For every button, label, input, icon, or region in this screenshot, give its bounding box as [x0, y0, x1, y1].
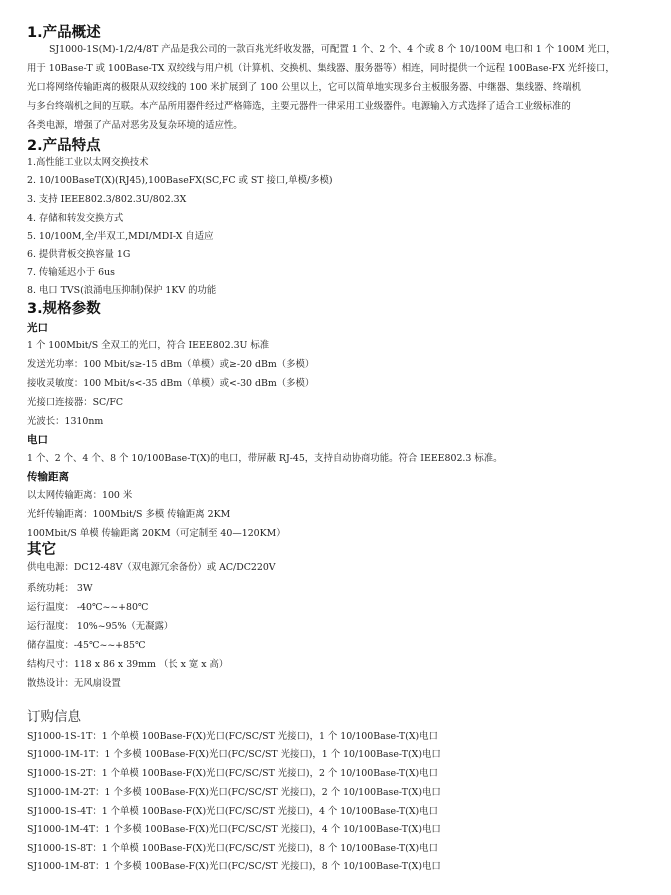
feature-item: 4. 存储和转发交换方式 — [27, 213, 124, 224]
ordering-item: SJ1000-1S-2T：1 个单模 100Base-F(X)光口(FC/SC/ST 光接口)，2 个 10/100Base-T(X)电口 — [27, 768, 438, 779]
feature-item: 6. 提供背板交换容量 1G — [27, 249, 131, 260]
other-spec-line: 运行湿度： 10%~95%（无凝露） — [27, 621, 174, 632]
optical-spec-line: 光波长：1310nm — [27, 416, 104, 427]
feature-item: 8. 电口 TVS(浪涌电压抑制)保护 1KV 的功能 — [27, 285, 217, 296]
ordering-item: SJ1000-1S-8T：1 个单模 100Base-F(X)光口(FC/SC/ST 光接口)，8 个 10/100Base-T(X)电口 — [27, 843, 438, 854]
overview-line-5: 各类电源，增强了产品对恶劣及复杂环境的适应性。 — [27, 120, 243, 131]
other-title: 其它 — [27, 542, 56, 558]
ordering-item: SJ1000-1M-4T：1 个多模 100Base-F(X)光口(FC/SC/ST 光接口)，4 个 10/100Base-T(X)电口 — [27, 824, 441, 835]
ordering-item: SJ1000-1M-1T：1 个多模 100Base-F(X)光口(FC/SC/ST 光接口)，1 个 10/100Base-T(X)电口 — [27, 749, 441, 760]
distance-title: 传输距离 — [27, 471, 69, 483]
ordering-item: SJ1000-1M-2T：1 个多模 100Base-F(X)光口(FC/SC/ST 光接口)，2 个 10/100Base-T(X)电口 — [27, 787, 441, 798]
feature-item: 2. 10/100BaseT(X)(RJ45),100BaseFX(SC,FC 或 ST 接口,单模/多模) — [27, 175, 333, 186]
overview-line-3: 光口将网络传输距离的极限从双绞线的 100 米扩展到了 100 公里以上，它可以简单地实现多台主板服务器、中继器、集线器、终端机 — [27, 82, 581, 93]
feature-item: 1.高性能工业以太网交换技术 — [27, 157, 149, 168]
feature-item: 7. 传输延迟小于 6us — [27, 267, 115, 278]
optical-spec-line: 1 个 100Mbit/S 全双工的光口，符合 IEEE802.3U 标准 — [27, 340, 270, 351]
ordering-item: SJ1000-1S-1T：1 个单模 100Base-F(X)光口(FC/SC/ST 光接口)，1 个 10/100Base-T(X)电口 — [27, 731, 438, 742]
other-spec-line: 散热设计：无风扇设置 — [27, 678, 121, 689]
optical-spec-line: 接收灵敏度：100 Mbit/s<-35 dBm（单模）或<-30 dBm（多模） — [27, 378, 315, 389]
feature-item: 5. 10/100M,全/半双工,MDI/MDI-X 自适应 — [27, 231, 214, 242]
optical-spec-line: 光接口连接器：SC/FC — [27, 397, 124, 408]
overview-line-1: SJ1000-1S(M)-1/2/4/8T 产品是我公司的一款百兆光纤收发器，可配置 1 个、2 个、4 个或 8 个 10/100M 电口和 1 个 100M 光口， — [49, 44, 616, 55]
other-spec-line: 储存温度：-45℃~~+85℃ — [27, 640, 146, 651]
distance-line: 以太网传输距离：100 米 — [27, 490, 133, 501]
ordering-title: 订购信息 — [27, 709, 81, 725]
feature-item: 3. 支持 IEEE802.3/802.3U/802.3X — [27, 194, 187, 205]
electrical-spec-line: 1 个、2 个、4 个、8 个 10/100Base-T(X)的电口，带屏蔽 RJ-45，支持自动协商功能。符合 IEEE802.3 标准。 — [27, 453, 503, 464]
ordering-item: SJ1000-1S-4T：1 个单模 100Base-F(X)光口(FC/SC/ST 光接口)，4 个 10/100Base-T(X)电口 — [27, 806, 438, 817]
section-1-title: 1.产品概述 — [27, 25, 101, 41]
other-spec-line: 系统功耗： 3W — [27, 583, 93, 594]
other-spec-line: 供电电源：DC12-48V（双电源冗余备份）或 AC/DC220V — [27, 562, 276, 573]
overview-line-4: 与多台终端机之间的互联。本产品所用器件经过严格筛选，主要元器件一律采用工业级器件。电源输入方式选择了适合工业级标准的 — [27, 101, 571, 112]
optical-spec-line: 发送光功率：100 Mbit/s≥-15 dBm（单模）或≥-20 dBm（多模） — [27, 359, 315, 370]
other-spec-line: 运行温度： -40℃~~+80℃ — [27, 602, 149, 613]
ordering-item: SJ1000-1M-8T：1 个多模 100Base-F(X)光口(FC/SC/ST 光接口)，8 个 10/100Base-T(X)电口 — [27, 861, 441, 872]
distance-line: 100Mbit/S 单模 传输距离 20KM（可定制至 40—120KM） — [27, 528, 286, 539]
electrical-port-title: 电口 — [27, 434, 48, 446]
overview-line-2: 用于 10Base-T 或 100Base-TX 双绞线与用户机（计算机、交换机、集线器、服务器等）相连，同时提供一个远程 100Base-FX 光纤接口， — [27, 63, 615, 74]
section-2-title: 2.产品特点 — [27, 138, 101, 154]
section-3-title: 3.规格参数 — [27, 301, 101, 317]
other-spec-line: 结构尺寸：118 x 86 x 39mm （长 x 宽 x 高） — [27, 659, 229, 670]
optical-port-title: 光口 — [27, 322, 48, 334]
distance-line: 光纤传输距离：100Mbit/S 多模 传输距离 2KM — [27, 509, 231, 520]
